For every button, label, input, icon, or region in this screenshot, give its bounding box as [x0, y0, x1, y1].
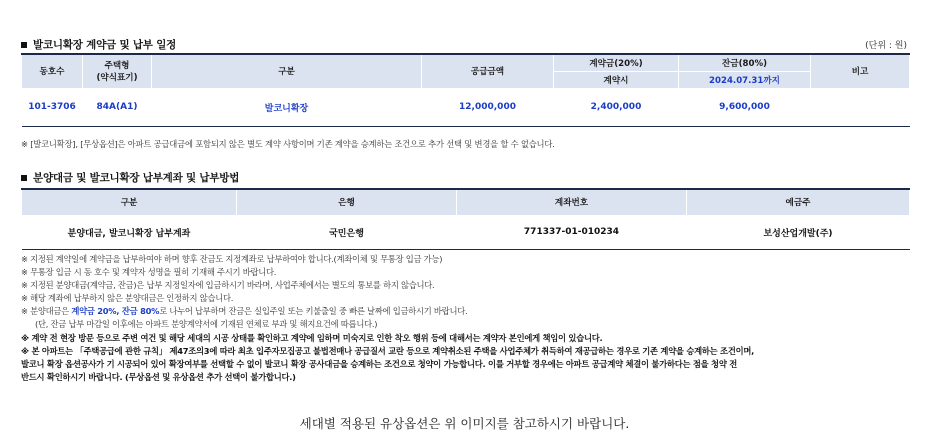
- note-text: ※ 분양대금은: [21, 306, 72, 317]
- cell-unit-no: 101-3706: [22, 88, 83, 126]
- note-line: ※ 지정된 계약일에 계약금을 납부하여야 하며 향후 잔금도 지정계좌로 납부하여야 합니다.(계좌이체 및 무통장 입금 가능): [21, 254, 443, 264]
- header-deposit: 계약금(20%): [554, 54, 679, 71]
- cell-category: 분양대금, 발코니확장 납부계좌: [22, 215, 237, 249]
- cell-supply-amount: 12,000,000: [422, 88, 554, 126]
- note-highlight: 계약금 20%, 잔금 80%: [71, 306, 160, 317]
- note-line: 발코니 확장 옵션공사가 기 시공되어 있어 확장여부를 선택할 수 없이 발코니 확장 공사대금을 승계하는 조건으로 청약이 가능합니다. 이를 거부할 경우에는 아파트 공급계약 체결이 불가하다는 점을 청약 전: [21, 358, 737, 369]
- header-balance: 잔금(80%): [679, 54, 811, 71]
- header-remarks: 비고: [811, 54, 910, 88]
- note-line: ※ 지정된 분양대금(계약금, 잔금)은 납부 지정일자에 입금하시기 바라며, 사업주체에서는 별도의 통보를 하지 않습니다.: [21, 280, 435, 291]
- image-caption: 세대별 적용된 유상옵션은 위 이미지를 참고하시기 바랍니다.: [299, 416, 630, 431]
- square-bullet-icon: [21, 42, 27, 48]
- option-note: ※ [발코니확장], [무상옵션]은 아파트 공급대금에 포함되지 않은 별도 계약 사항이며 기존 계약을 승계하는 조건으로 추가 선택 및 변경을 할 수 없습니다.: [21, 139, 555, 149]
- cell-deposit: 2,400,000: [554, 88, 679, 126]
- table-row: [22, 88, 910, 126]
- payment-schedule-table: [21, 53, 910, 127]
- cell-balance: 9,600,000: [679, 88, 811, 126]
- square-bullet-icon: [21, 175, 27, 181]
- header-holder: 예금주: [687, 189, 910, 215]
- note-line: [21, 305, 911, 318]
- section-title-payment-account: [21, 170, 239, 185]
- note-line: ※ 계약 전 현장 방문 등으로 주변 여건 및 해당 세대의 시공 상태를 확인하고 계약에 임하며 미숙지로 인한 착오 행위 등에 대해서는 계약자 본인에게 책임이 있습니다.: [21, 332, 603, 343]
- header-type-line1: 주택형: [104, 61, 130, 72]
- note-line: (단, 잔금 납부 마감일 이후에는 아파트 분양계약서에 기재된 연체료 부과 및 해지요건에 따릅니다.): [35, 319, 378, 330]
- header-type-line2: (약식표기): [96, 73, 138, 84]
- cell-account: 771337-01-010234: [457, 215, 687, 249]
- unit-label: (단위 : 원): [865, 41, 907, 51]
- note-line: ※ 해당 계좌에 납부하지 않은 분양대금은 인정하지 않습니다.: [21, 293, 234, 304]
- header-unit-no: 동호수: [22, 54, 83, 88]
- note-text: 로 나누어 납부하며 잔금은 실입주일 또는 키불출일 중 빠른 날짜에 입금하시기 바랍니다.: [159, 306, 468, 317]
- note-line: ※ 본 아파트는 「주택공급에 관한 규칙」 제47조의3에 따라 최초 입주자모집공고 불법전매나 공급질서 교란 등으로 계약취소된 주택을 사업주체가 취득하여 재공급하는 경우로 기존 계약을 승계하는 조건이며,: [21, 345, 755, 356]
- header-deposit-due: 계약시: [554, 71, 679, 88]
- cell-type: 84A(A1): [83, 88, 152, 126]
- header-bank: 은행: [237, 189, 457, 215]
- cell-bank: 국민은행: [237, 215, 457, 249]
- section-title-payment-schedule: [21, 37, 176, 52]
- header-category: 구분: [22, 189, 237, 215]
- header-account: 계좌번호: [457, 189, 687, 215]
- header-type: [83, 54, 152, 88]
- payment-notes: [21, 253, 911, 384]
- header-balance-due: 2024.07.31까지: [679, 71, 811, 88]
- payment-account-table: [21, 188, 910, 250]
- note-line: ※ 무통장 입금 시 동 호수 및 계약자 성명을 필히 기재해 주시기 바랍니다.: [21, 267, 277, 278]
- section-title-text: 발코니확장 계약금 및 납부 일정: [33, 39, 177, 51]
- cell-holder: 보성산업개발(주): [687, 215, 910, 249]
- note-line: 반드시 확인하시기 바랍니다. (무상옵션 및 유상옵션 추가 선택이 불가합니다.): [21, 371, 296, 382]
- cell-category: 발코니확장: [152, 88, 422, 126]
- table-row: [22, 215, 910, 249]
- header-category: 구분: [152, 54, 422, 88]
- cell-remarks: [811, 88, 910, 126]
- section-title-text: 분양대금 및 발코니확장 납부계좌 및 납부방법: [33, 172, 240, 184]
- header-supply-amount: 공급금액: [422, 54, 554, 88]
